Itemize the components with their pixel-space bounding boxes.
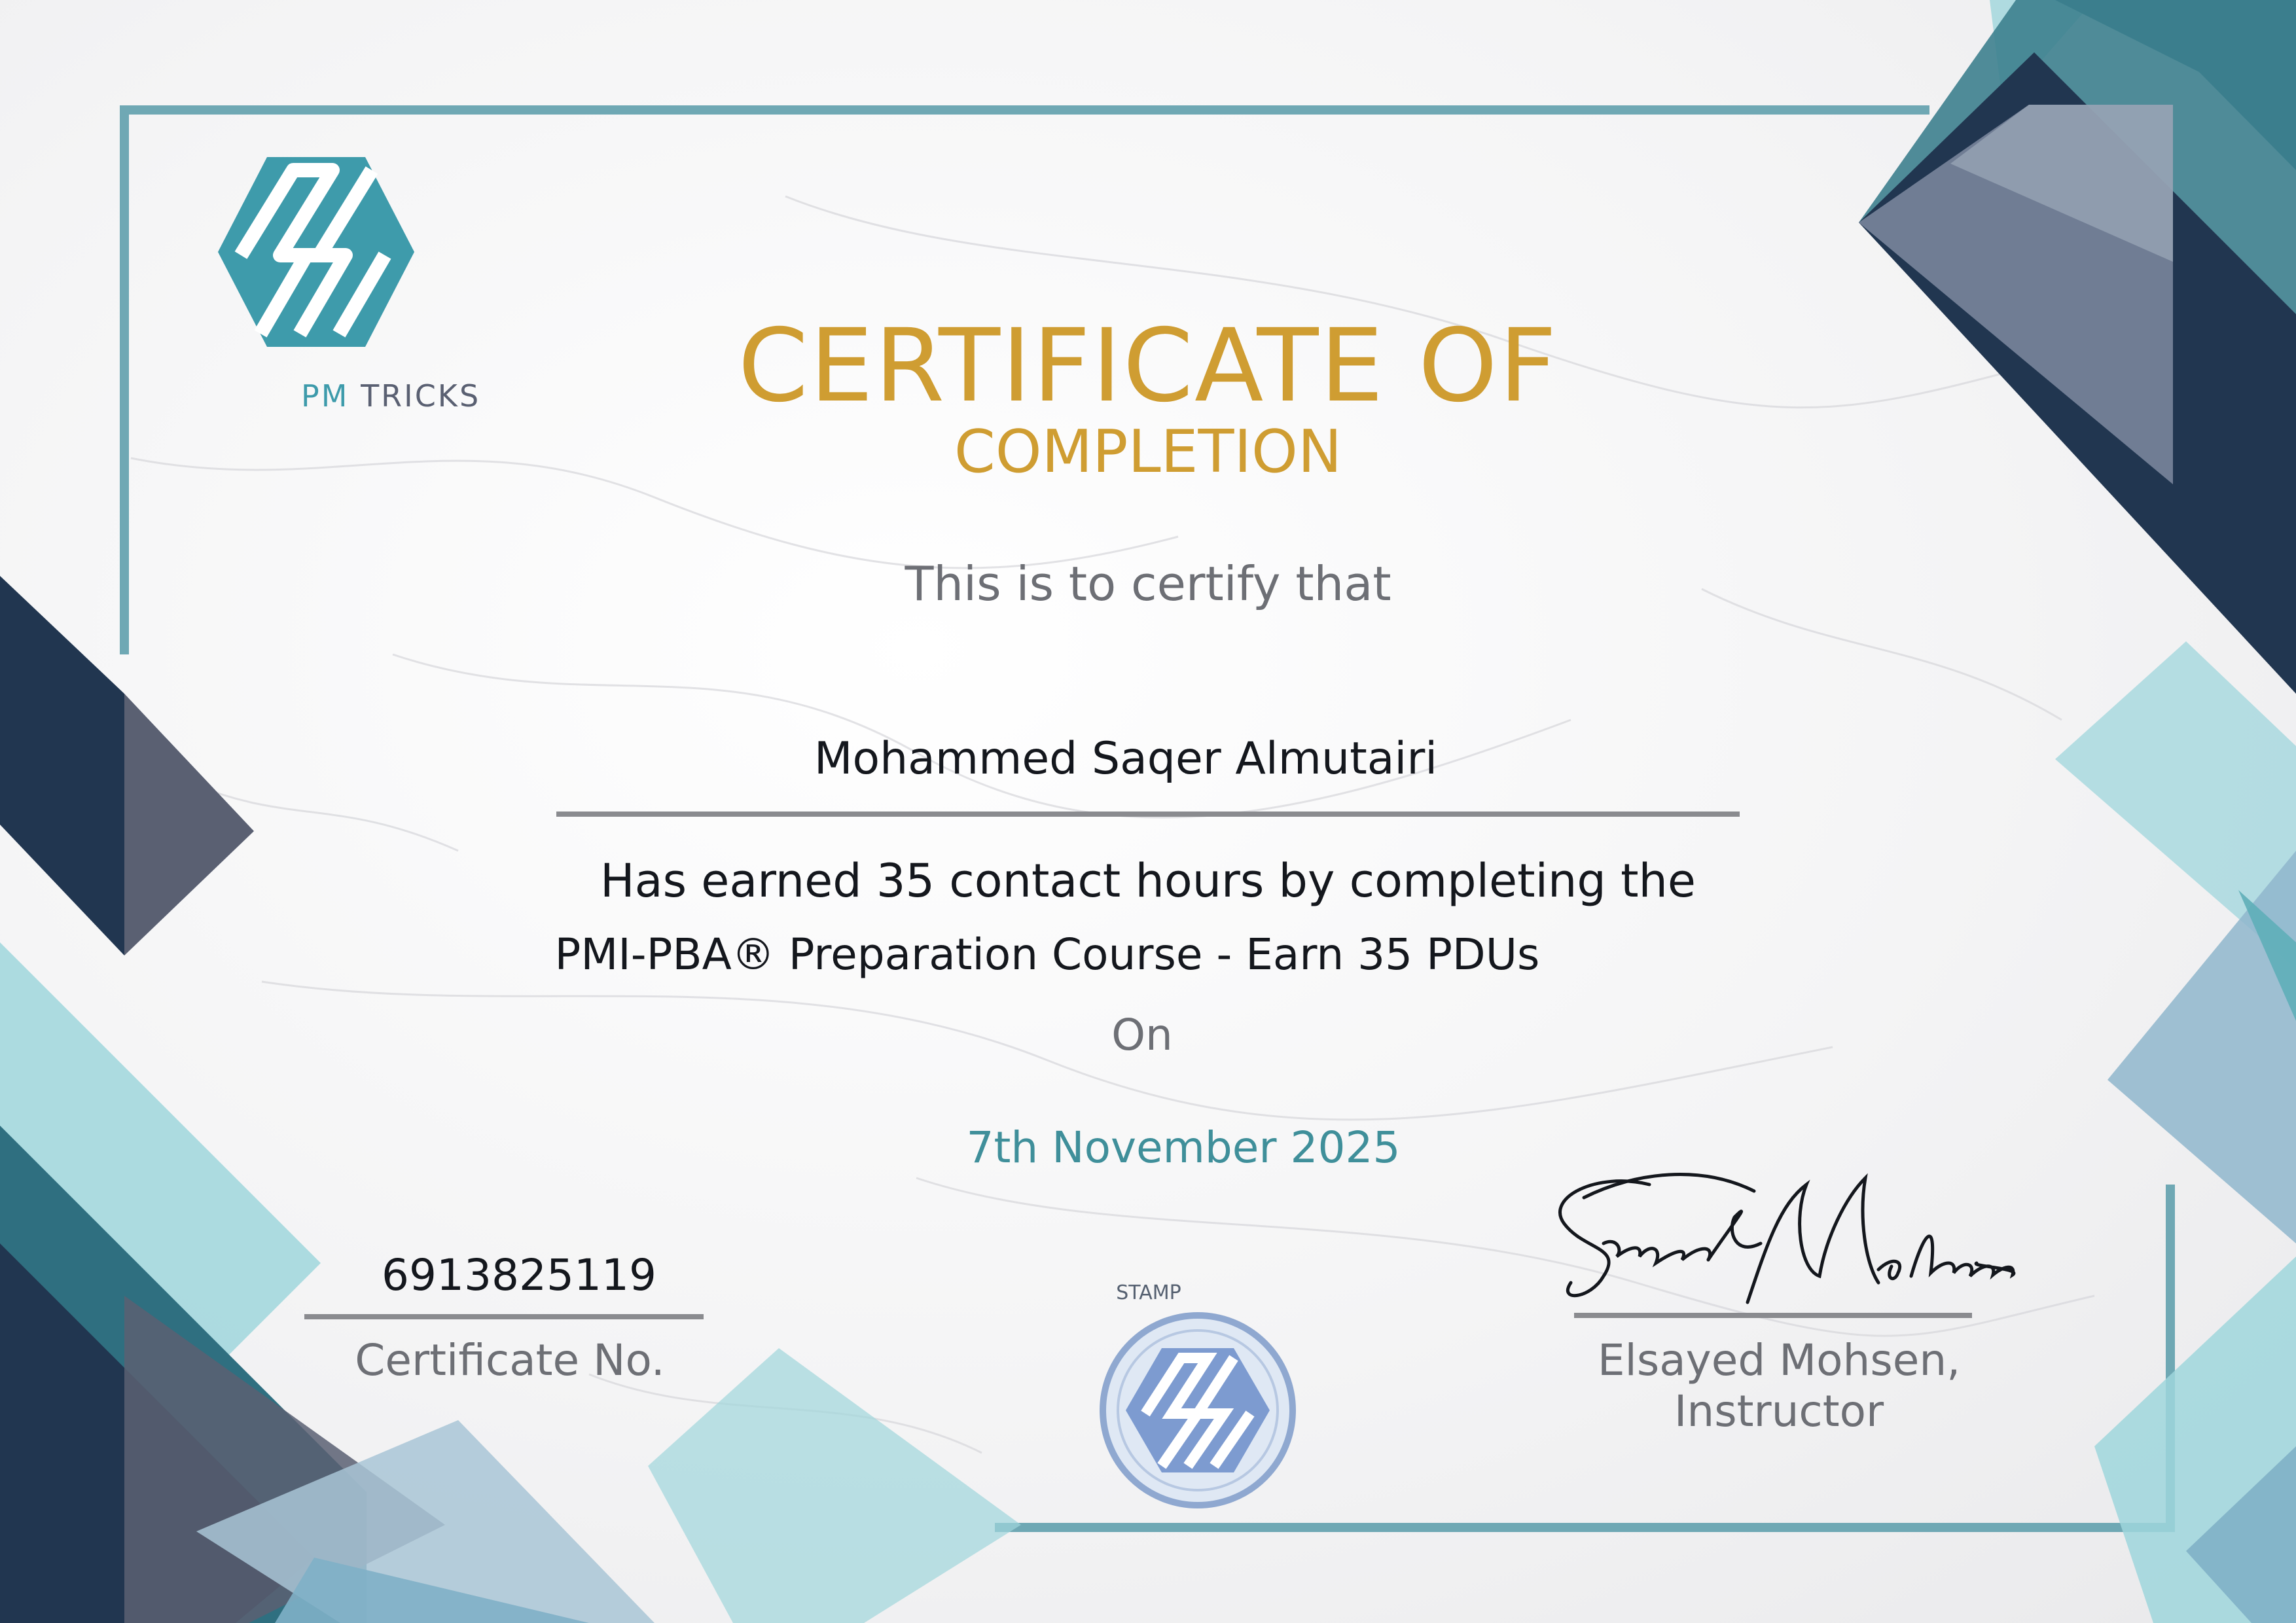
on-label: On	[1111, 1010, 1173, 1060]
logo-text-tricks: TRICKS	[361, 378, 481, 414]
bottom-right-corner-shapes	[2094, 1257, 2296, 1623]
stamp-seal-icon	[1103, 1315, 1293, 1505]
signature	[1560, 1175, 2014, 1302]
top-right-corner-shapes	[1859, 0, 2296, 694]
earned-statement	[600, 854, 1696, 908]
recipient-name: Mohammed Saqer Almutairi	[814, 733, 1438, 785]
right-side-shapes	[2055, 641, 2296, 1243]
signature-underline	[1574, 1313, 1972, 1318]
logo-text-pm: PM	[301, 378, 350, 414]
certificate-title: CERTIFICATE OF	[738, 308, 1558, 425]
certificate-subtitle: COMPLETION	[954, 418, 1342, 486]
course-name: PMI-PBA® Preparation Course - Earn 35 PDUs	[554, 929, 1540, 980]
name-underline	[556, 812, 1740, 817]
certificate-number-underline	[304, 1314, 704, 1319]
instructor-name: Elsayed Mohsen,	[1597, 1335, 1961, 1385]
hours-value: 35	[876, 854, 935, 908]
certify-text: This is to certify that	[905, 556, 1391, 611]
earned-prefix: Has earned	[600, 854, 862, 908]
stamp-label: STAMP	[1116, 1281, 1181, 1304]
pm-tricks-logo-icon	[218, 157, 414, 347]
instructor-role: Instructor	[1674, 1386, 1884, 1436]
certificate-number: 6913825119	[382, 1250, 656, 1300]
completion-date: 7th November 2025	[966, 1122, 1401, 1173]
certificate-number-label: Certificate No.	[355, 1335, 665, 1385]
earned-suffix: contact hours by completing the	[949, 854, 1696, 908]
pm-tricks-logo-text	[301, 378, 480, 414]
